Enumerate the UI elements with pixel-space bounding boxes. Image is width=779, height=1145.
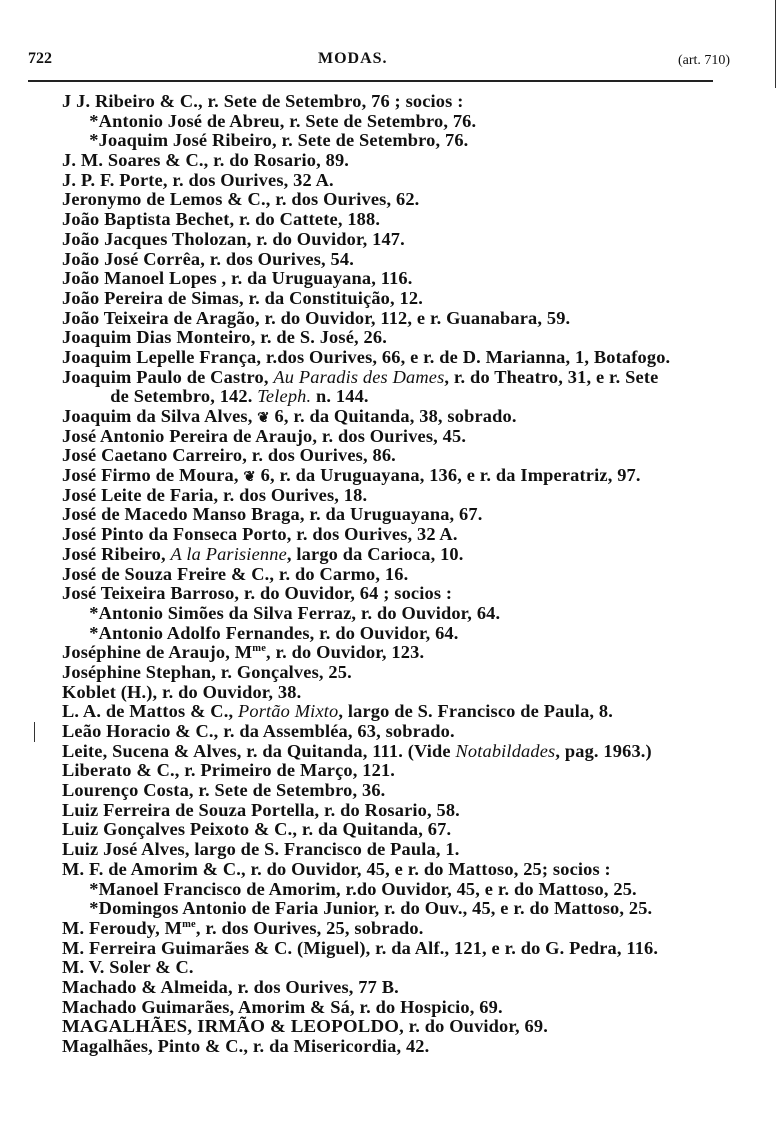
entry-text: M. Ferreira Guimarães & C. (Miguel), r. da Alf., 121, e r. do G. Pedra, 116. bbox=[62, 937, 659, 958]
entry-text: Joséphine de Araujo, M bbox=[62, 642, 253, 663]
entry-text: Luiz Ferreira de Souza Portella, r. do Rosario, 58. bbox=[62, 799, 460, 820]
directory-entry bbox=[62, 368, 779, 388]
entry-text: J J. Ribeiro & C., r. Sete de Setembro, 76 ; socios : bbox=[62, 91, 464, 111]
entry-text: *Antonio Simões da Silva Ferraz, r. do Ouvidor, 64. bbox=[89, 602, 501, 623]
entry-text: José Pinto da Fonseca Porto, r. dos Ourives, 32 A. bbox=[62, 524, 458, 545]
superscript: me bbox=[182, 919, 196, 931]
entry-text: José Teixeira Barroso, r. do Ouvidor, 64 ; socios : bbox=[62, 583, 453, 604]
entry-text: José Caetano Carreiro, r. dos Ourives, 86. bbox=[62, 445, 396, 466]
entry-text: Joséphine Stephan, r. Gonçalves, 25. bbox=[62, 661, 352, 682]
directory-listing bbox=[62, 92, 762, 1057]
entry-text: Koblet (H.), r. do Ouvidor, 38. bbox=[62, 681, 302, 702]
margin-mark bbox=[34, 722, 35, 742]
entry-text: J. P. F. Porte, r. dos Ourives, 32 A. bbox=[62, 169, 334, 190]
entry-text: José Firmo de Moura, bbox=[62, 465, 244, 486]
page-edge-line bbox=[775, 0, 776, 88]
partner-entry bbox=[62, 899, 779, 919]
entry-text: , largo da Carioca, 10. bbox=[286, 543, 464, 564]
entry-text: *Antonio José de Abreu, r. Sete de Setembro, 76. bbox=[89, 110, 477, 131]
directory-entry bbox=[62, 998, 779, 1018]
entry-text: J. M. Soares & C., r. do Rosario, 89. bbox=[62, 150, 350, 171]
entry-text: José Ribeiro, bbox=[62, 543, 171, 564]
entry-text: *Domingos Antonio de Faria Junior, r. do Ouv., 45, e r. do Mattoso, 25. bbox=[89, 898, 653, 919]
entry-text: Joaquim Lepelle França, r.dos Ourives, 66, e r. de D. Marianna, 1, Botafogo. bbox=[62, 346, 671, 367]
directory-entry bbox=[62, 683, 779, 703]
entry-text: *Joaquim José Ribeiro, r. Sete de Setembro, 76. bbox=[89, 130, 469, 151]
entry-continuation bbox=[62, 387, 779, 407]
directory-entry bbox=[62, 151, 779, 171]
partner-entry bbox=[62, 112, 779, 132]
italic-name: Teleph. bbox=[257, 386, 312, 407]
italic-name: Au Paradis des Dames bbox=[273, 366, 445, 387]
directory-entry bbox=[62, 92, 779, 112]
entry-text: MAGALHÃES, IRMÃO & LEOPOLDO bbox=[62, 1016, 400, 1037]
entry-text: João Pereira de Simas, r. da Constituição, 12. bbox=[62, 287, 423, 308]
entry-text: n. 144. bbox=[311, 386, 369, 407]
entry-text: João José Corrêa, r. dos Ourives, 54. bbox=[62, 248, 354, 269]
page-number: 722 bbox=[28, 50, 52, 67]
entry-text: Luiz José Alves, largo de S. Francisco de Paula, 1. bbox=[62, 839, 460, 860]
entry-text: Leão Horacio & C., r. da Assembléa, 63, sobrado. bbox=[62, 721, 455, 741]
entry-text: L. A. de Mattos & C., bbox=[62, 701, 238, 722]
entry-text: Joaquim Paulo de Castro, bbox=[62, 366, 274, 387]
entry-text: João Jacques Tholozan, r. do Ouvidor, 147. bbox=[62, 228, 405, 249]
entry-text: , pag. 1963.) bbox=[555, 740, 652, 761]
entry-text: 6, r. da Uruguayana, 136, e r. da Imperatriz, 97. bbox=[255, 465, 641, 486]
partner-entry bbox=[62, 624, 779, 644]
header-rule bbox=[28, 80, 713, 82]
entry-text: Magalhães, Pinto & C., r. da Misericordia, 42. bbox=[62, 1036, 430, 1056]
directory-entry bbox=[62, 978, 779, 998]
directory-entry bbox=[62, 505, 779, 525]
directory-entry bbox=[62, 250, 779, 270]
directory-entry bbox=[62, 309, 779, 329]
entry-text: José de Macedo Manso Braga, r. da Uruguayana, 67. bbox=[62, 504, 483, 525]
entry-text: José Antonio Pereira de Araujo, r. dos Ourives, 45. bbox=[62, 425, 467, 446]
directory-entry bbox=[62, 210, 779, 230]
directory-entry bbox=[62, 584, 779, 604]
imperial-arms-icon: ❦ bbox=[243, 470, 256, 486]
entry-text: Liberato & C., r. Primeiro de Março, 121. bbox=[62, 760, 396, 781]
entry-text: José Leite de Faria, r. dos Ourives, 18. bbox=[62, 484, 368, 505]
entry-text: João Teixeira de Aragão, r. do Ouvidor, 112, e r. Guanabara, 59. bbox=[62, 307, 571, 328]
entry-text: , largo de S. Francisco de Paula, 8. bbox=[338, 701, 614, 722]
directory-entry bbox=[62, 190, 779, 210]
directory-entry bbox=[62, 446, 779, 466]
directory-entry bbox=[62, 643, 779, 663]
entry-text: Joaquim Dias Monteiro, r. de S. José, 26. bbox=[62, 327, 387, 348]
directory-entry bbox=[62, 840, 779, 860]
directory-entry bbox=[62, 860, 779, 880]
directory-entry bbox=[62, 663, 779, 683]
directory-entry bbox=[62, 348, 779, 368]
entry-text: 6, r. da Quitanda, 38, sobrado. bbox=[269, 406, 517, 426]
directory-entry bbox=[62, 466, 779, 486]
directory-entry bbox=[62, 958, 779, 978]
directory-entry bbox=[62, 545, 779, 565]
directory-entry bbox=[62, 801, 779, 821]
directory-entry bbox=[62, 427, 779, 447]
italic-name: A la Parisienne bbox=[170, 543, 287, 564]
entry-text: Lourenço Costa, r. Sete de Setembro, 36. bbox=[62, 780, 386, 801]
entry-text: José de Souza Freire & C., r. do Carmo, 16. bbox=[62, 563, 409, 584]
entry-text: Luiz Gonçalves Peixoto & C., r. da Quitanda, 67. bbox=[62, 819, 452, 840]
directory-entry bbox=[62, 171, 779, 191]
page-title: MODAS. bbox=[318, 50, 388, 67]
directory-entry bbox=[62, 702, 779, 722]
directory-entry bbox=[62, 407, 779, 427]
entry-text: Leite, Sucena & Alves, r. da Quitanda, 111. (Vide bbox=[62, 740, 456, 761]
directory-entry bbox=[62, 1037, 779, 1057]
entry-text: M. Feroudy, M bbox=[62, 917, 183, 938]
entry-text: M. V. Soler & C. bbox=[62, 957, 194, 978]
directory-entry bbox=[62, 742, 779, 762]
imperial-arms-icon: ❦ bbox=[257, 411, 270, 426]
entry-text: João Manoel Lopes , r. da Uruguayana, 116. bbox=[62, 268, 413, 289]
article-reference: (art. 710) bbox=[678, 53, 731, 68]
directory-entry bbox=[62, 269, 779, 289]
entry-text: Machado & Almeida, r. dos Ourives, 77 B. bbox=[62, 976, 399, 997]
directory-entry bbox=[62, 486, 779, 506]
directory-entry bbox=[62, 565, 779, 585]
partner-entry bbox=[62, 131, 779, 151]
partner-entry bbox=[62, 880, 779, 900]
directory-entry bbox=[62, 820, 779, 840]
entry-text: , r. dos Ourives, 25, sobrado. bbox=[195, 917, 424, 938]
directory-entry bbox=[62, 722, 779, 742]
entry-text: M. F. de Amorim & C., r. do Ouvidor, 45, e r. do Mattoso, 25; socios : bbox=[62, 858, 611, 879]
entry-text: Jeronymo de Lemos & C., r. dos Ourives, 62. bbox=[62, 189, 420, 210]
partner-entry bbox=[62, 604, 779, 624]
entry-text: de Setembro, 142. bbox=[110, 386, 258, 407]
entry-text: , r. do Ouvidor, 123. bbox=[266, 642, 425, 663]
entry-text: *Antonio Adolfo Fernandes, r. do Ouvidor, 64. bbox=[89, 622, 459, 643]
entry-text: Joaquim da Silva Alves, bbox=[62, 406, 258, 426]
directory-entry bbox=[62, 289, 779, 309]
directory-entry bbox=[62, 761, 779, 781]
directory-entry bbox=[62, 1017, 779, 1037]
directory-entry bbox=[62, 230, 779, 250]
directory-entry bbox=[62, 939, 779, 959]
directory-entry bbox=[62, 781, 779, 801]
entry-text: , r. do Ouvidor, 69. bbox=[399, 1016, 548, 1037]
entry-text: *Manoel Francisco de Amorim, r.do Ouvidor, 45, e r. do Mattoso, 25. bbox=[89, 878, 637, 899]
italic-name: Portão Mixto bbox=[237, 701, 339, 722]
directory-entry bbox=[62, 525, 779, 545]
directory-entry bbox=[62, 919, 779, 939]
italic-name: Notabildades bbox=[455, 740, 556, 761]
entry-text: João Baptista Bechet, r. do Cattete, 188. bbox=[62, 209, 381, 230]
entry-text: , r. do Theatro, 31, e r. Sete bbox=[444, 366, 659, 387]
entry-text: Machado Guimarães, Amorim & Sá, r. do Hospicio, 69. bbox=[62, 996, 503, 1017]
directory-entry bbox=[62, 328, 779, 348]
superscript: me bbox=[252, 643, 267, 655]
